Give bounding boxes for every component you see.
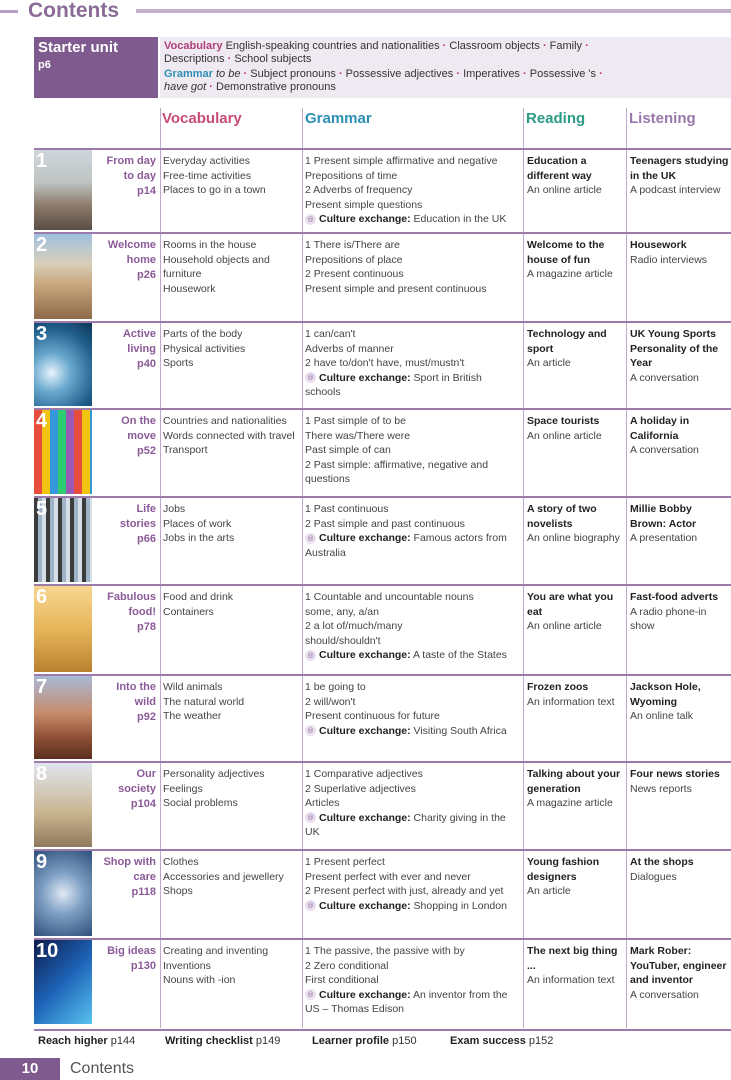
culture-exchange-topic: Shopping in London xyxy=(413,899,507,912)
vocabulary-cell xyxy=(163,944,299,988)
header-rule xyxy=(136,9,731,13)
grammar-item: 2 Superlative adjectives xyxy=(305,782,416,795)
unit-title-line: to day xyxy=(123,170,156,182)
listening-type: News reports xyxy=(630,782,692,795)
culture-exchange-icon: ◎ xyxy=(305,900,316,911)
starter-unit-page: p6 xyxy=(38,59,51,71)
grammar-cell xyxy=(305,238,520,296)
reading-type: An online article xyxy=(527,620,602,632)
grammar-item: 2 Present continuous xyxy=(305,268,404,280)
reading-title: Welcome to the house of fun xyxy=(527,239,605,266)
listening-title: Fast-food adverts xyxy=(630,591,719,603)
unit-title[interactable] xyxy=(92,502,156,547)
vocabulary-item: Personality adjectives xyxy=(163,768,265,780)
grammar-item: Present continuous for future xyxy=(305,710,440,722)
footer-exam-page: p152 xyxy=(528,1035,554,1047)
grammar-item: 2 have to/don't have, must/mustn't xyxy=(305,357,465,369)
listening-cell xyxy=(630,855,730,884)
grammar-cell xyxy=(305,767,520,840)
reading-cell xyxy=(527,154,623,198)
grammar-item: 1 be going to xyxy=(305,681,366,693)
culture-exchange-label: Culture exchange: xyxy=(319,649,411,661)
unit-photo xyxy=(34,323,92,406)
unit-photo xyxy=(34,940,92,1024)
unit-page: p26 xyxy=(137,269,156,281)
grammar-item: 2 Past simple and past continuous xyxy=(305,517,465,530)
unit-title-line: Shop with xyxy=(103,856,156,868)
culture-exchange-topic: Visiting South Africa xyxy=(413,724,507,737)
culture-exchange-item xyxy=(305,811,520,840)
unit-title-line: Into the xyxy=(116,681,156,693)
listening-title: Millie Bobby Brown: Actor xyxy=(630,503,697,530)
unit-title-line: move xyxy=(127,430,156,442)
unit-number: 7 xyxy=(36,676,48,698)
culture-exchange-label: Culture exchange: xyxy=(319,988,411,1001)
listening-cell xyxy=(630,238,730,267)
unit-title-line: home xyxy=(126,254,156,266)
starter-grammar-row: Grammar to be · Subject pronouns · Possessive adjectives · Imperatives · Possessive 's · xyxy=(164,68,603,80)
listening-type: A podcast interview xyxy=(630,184,721,196)
unit-photo xyxy=(34,763,92,847)
starter-grammar-item: Imperatives xyxy=(463,68,520,80)
vocabulary-item: Feelings xyxy=(163,782,203,795)
unit-photo xyxy=(34,498,92,582)
column-heading-listening: Listening xyxy=(629,110,696,127)
unit-title-line: Welcome xyxy=(107,239,156,251)
unit-number: 5 xyxy=(36,498,48,520)
reading-type: An article xyxy=(527,357,571,369)
unit-title[interactable] xyxy=(92,327,156,372)
unit-title[interactable] xyxy=(92,855,156,900)
unit-title-line: living xyxy=(127,343,156,355)
row-divider xyxy=(34,584,731,586)
grammar-item: 1 Countable and uncountable nouns xyxy=(305,591,474,603)
listening-cell xyxy=(630,502,730,546)
starter-vocab-item: Descriptions xyxy=(164,53,225,65)
listening-cell xyxy=(630,414,730,458)
starter-vocab-row-2: Descriptions · School subjects xyxy=(164,53,312,65)
listening-title: A holiday in California xyxy=(630,415,690,442)
grammar-item: First conditional xyxy=(305,974,379,986)
row-divider xyxy=(34,321,731,323)
starter-vocab-label: Vocabulary xyxy=(164,40,223,52)
vocabulary-cell xyxy=(163,680,299,724)
unit-title[interactable] xyxy=(92,680,156,725)
listening-cell xyxy=(630,590,730,634)
listening-type: A conversation xyxy=(630,988,699,1001)
vocabulary-item: Sports xyxy=(163,357,194,369)
unit-title[interactable] xyxy=(92,238,156,283)
column-heading-grammar: Grammar xyxy=(305,110,372,127)
unit-title-line: care xyxy=(133,871,156,883)
footer-learner-page: p150 xyxy=(392,1035,417,1047)
grammar-item: 2 will/won't xyxy=(305,695,356,708)
unit-title[interactable] xyxy=(92,154,156,199)
vocabulary-item: Parts of the body xyxy=(163,328,243,340)
grammar-item: Adverbs of manner xyxy=(305,342,394,355)
row-divider xyxy=(34,849,731,851)
footer-links xyxy=(34,1031,731,1051)
unit-page: p118 xyxy=(131,886,156,898)
culture-exchange-label: Culture exchange: xyxy=(319,371,411,384)
unit-page: p92 xyxy=(137,711,156,723)
grammar-item: There was/There were xyxy=(305,429,411,442)
unit-number: 2 xyxy=(36,234,48,256)
vocabulary-cell xyxy=(163,154,299,198)
unit-title-line: Active xyxy=(122,328,156,340)
reading-cell xyxy=(527,238,623,282)
unit-title-line: Our xyxy=(136,768,156,780)
vocabulary-item: Countries and nationalities xyxy=(163,415,287,427)
reading-title: Education a different way xyxy=(527,155,592,182)
starter-vocab-item: School subjects xyxy=(234,53,312,65)
unit-number: 8 xyxy=(36,763,48,785)
vocabulary-item: Rooms in the house xyxy=(163,239,257,251)
grid-line xyxy=(160,108,161,1028)
vocabulary-item: Jobs xyxy=(163,503,186,515)
starter-grammar-item: to be xyxy=(215,68,241,80)
starter-unit-box xyxy=(34,37,158,98)
starter-grammar-row-2: have got · Demonstrative pronouns xyxy=(164,81,336,93)
listening-title: Teenagers studying in the UK xyxy=(630,155,729,182)
reading-type: An information text xyxy=(527,695,615,708)
grammar-item: 1 There is/There are xyxy=(305,239,400,251)
grammar-cell xyxy=(305,944,520,1017)
grid-line xyxy=(523,108,524,1028)
vocabulary-item: Containers xyxy=(163,605,214,618)
reading-title: Frozen zoos xyxy=(527,681,589,693)
grammar-item: 2 a lot of/much/many xyxy=(305,620,403,632)
grammar-cell xyxy=(305,590,520,663)
vocabulary-cell xyxy=(163,327,299,371)
unit-page: p52 xyxy=(137,445,156,457)
grammar-item: 1 Comparative adjectives xyxy=(305,768,423,780)
culture-exchange-label: Culture exchange: xyxy=(319,899,411,912)
footer-reach-page: p144 xyxy=(110,1035,136,1047)
row-divider xyxy=(34,938,731,940)
culture-exchange-item xyxy=(305,988,520,1017)
listening-type: A conversation xyxy=(630,371,699,384)
unit-number: 10 xyxy=(36,940,59,962)
unit-title[interactable] xyxy=(92,590,156,635)
vocabulary-item: Everyday activities xyxy=(163,155,250,167)
unit-title-line: society xyxy=(118,783,156,795)
grammar-item: 2 Adverbs of frequency xyxy=(305,184,413,196)
vocabulary-item: Wild animals xyxy=(163,681,223,693)
culture-exchange-item xyxy=(305,724,520,739)
vocabulary-cell xyxy=(163,502,299,546)
footer-writing-checklist[interactable] xyxy=(165,1035,280,1047)
unit-title-line: On the xyxy=(121,415,156,427)
unit-page: p66 xyxy=(137,533,156,545)
listening-cell xyxy=(630,327,730,385)
vocabulary-item: The natural world xyxy=(163,695,245,708)
grammar-cell xyxy=(305,855,520,913)
grammar-item: some, any, a/an xyxy=(305,605,379,618)
grammar-item: 1 Present perfect xyxy=(305,856,385,868)
unit-title-line: Fabulous xyxy=(107,591,156,603)
reading-type: A magazine article xyxy=(527,797,613,809)
reading-cell xyxy=(527,327,623,371)
culture-exchange-icon: ◎ xyxy=(305,812,316,823)
row-divider xyxy=(34,232,731,234)
grammar-cell xyxy=(305,414,520,487)
unit-page: p14 xyxy=(137,185,156,197)
culture-exchange-icon: ◎ xyxy=(305,650,316,661)
culture-exchange-label: Culture exchange: xyxy=(319,213,411,225)
unit-title-line: stories xyxy=(119,518,156,530)
vocabulary-cell xyxy=(163,855,299,899)
starter-grammar-item: Demonstrative pronouns xyxy=(216,81,336,93)
culture-exchange-label: Culture exchange: xyxy=(319,724,411,737)
listening-title: Mark Rober: YouTuber, engineer and inventor xyxy=(630,945,727,986)
unit-number: 9 xyxy=(36,851,48,873)
starter-unit-title: Starter unit xyxy=(38,39,119,56)
starter-grammar-label: Grammar xyxy=(164,68,213,80)
listening-cell xyxy=(630,944,730,1002)
starter-unit-content xyxy=(160,37,731,98)
reading-type: A magazine article xyxy=(527,268,613,280)
vocabulary-item: Housework xyxy=(163,282,216,295)
vocabulary-cell xyxy=(163,767,299,811)
unit-photo xyxy=(34,410,92,494)
vocabulary-item: Food and drink xyxy=(163,591,234,603)
culture-exchange-icon: ◎ xyxy=(305,725,316,736)
listening-title: At the shops xyxy=(630,856,694,868)
unit-photo xyxy=(34,586,92,672)
culture-exchange-topic: Famous actors from Australia xyxy=(305,532,507,559)
vocabulary-item: Transport xyxy=(163,444,208,456)
culture-exchange-icon: ◎ xyxy=(305,989,316,1000)
listening-cell xyxy=(630,680,730,724)
unit-page: p104 xyxy=(130,798,156,810)
vocabulary-item: Creating and inventing xyxy=(163,945,269,957)
footer-writing-page: p149 xyxy=(255,1035,281,1047)
unit-title-line: Big ideas xyxy=(107,945,156,957)
vocabulary-item: Jobs in the arts xyxy=(163,532,235,544)
grammar-item: Present simple questions xyxy=(305,198,423,211)
reading-cell xyxy=(527,590,623,634)
vocabulary-cell xyxy=(163,238,299,296)
footer-reach-higher[interactable] xyxy=(38,1035,135,1047)
culture-exchange-icon: ◎ xyxy=(305,214,316,225)
listening-cell xyxy=(630,154,730,198)
starter-vocab-row: Vocabulary English-speaking countries and nationalities · Classroom objects · Family · xyxy=(164,40,589,52)
reading-cell xyxy=(527,414,623,443)
starter-grammar-item: have got xyxy=(164,81,207,93)
vocabulary-item: Places to go in a town xyxy=(163,184,266,196)
row-divider xyxy=(34,674,731,676)
culture-exchange-topic: An inventor from the US – Thomas Edison xyxy=(305,988,508,1015)
reading-title: Talking about your generation xyxy=(527,768,621,795)
row-divider xyxy=(34,148,731,150)
reading-title: Technology and sport xyxy=(527,328,607,355)
reading-type: An article xyxy=(527,885,571,897)
vocabulary-item: The weather xyxy=(163,710,222,722)
listening-title: UK Young Sports Personality of the Year xyxy=(630,328,719,369)
footer-learner-label: Learner profile xyxy=(312,1035,390,1047)
grammar-item: should/shouldn't xyxy=(305,634,381,647)
listening-title: Housework xyxy=(630,239,687,251)
culture-exchange-item xyxy=(305,212,520,227)
grammar-item: Present simple and present continuous xyxy=(305,282,487,295)
grammar-item: Present perfect with ever and never xyxy=(305,870,471,883)
vocabulary-item: Household objects and furniture xyxy=(163,253,270,280)
vocabulary-item: Free-time activities xyxy=(163,169,252,182)
grammar-cell xyxy=(305,327,520,400)
grammar-item: Prepositions of time xyxy=(305,169,398,182)
vocabulary-item: Social problems xyxy=(163,797,238,809)
reading-type: An online biography xyxy=(527,532,620,544)
culture-exchange-item xyxy=(305,899,520,914)
unit-page: p78 xyxy=(137,621,156,633)
culture-exchange-label: Culture exchange: xyxy=(319,811,411,824)
culture-exchange-topic: Education in the UK xyxy=(413,213,507,225)
vocabulary-item: Places of work xyxy=(163,517,232,530)
grammar-item: Articles xyxy=(305,797,340,809)
grammar-item: 1 The passive, the passive with by xyxy=(305,945,465,957)
reading-type: An online article xyxy=(527,184,602,196)
listening-type: An online talk xyxy=(630,710,694,722)
unit-number: 1 xyxy=(36,150,48,172)
starter-vocab-item: Family xyxy=(549,40,583,52)
starter-vocab-item: Classroom objects xyxy=(449,40,540,52)
culture-exchange-item xyxy=(305,371,520,400)
listening-cell xyxy=(630,767,730,796)
reading-cell xyxy=(527,855,623,899)
reading-cell xyxy=(527,502,623,546)
reading-title: A story of two novelists xyxy=(527,503,597,530)
reading-cell xyxy=(527,767,623,811)
grammar-item: 1 Past simple of to be xyxy=(305,415,406,427)
reading-type: An online article xyxy=(527,429,602,442)
grammar-item: 2 Past simple: affirmative, negative and questions xyxy=(305,458,489,485)
listening-title: Four news stories xyxy=(630,768,720,780)
vocabulary-item: Physical activities xyxy=(163,342,246,355)
unit-title[interactable] xyxy=(92,414,156,459)
row-divider xyxy=(34,761,731,763)
reading-title: Young fashion designers xyxy=(527,856,600,883)
footer-exam-label: Exam success xyxy=(450,1035,526,1047)
unit-number: 6 xyxy=(36,586,48,608)
grammar-item: 2 Present perfect with just, already and yet xyxy=(305,885,504,897)
unit-title-line: Life xyxy=(136,503,156,515)
listening-type: Radio interviews xyxy=(630,253,708,266)
column-heading-vocabulary: Vocabulary xyxy=(162,110,242,127)
starter-grammar-item: Possessive 's xyxy=(529,68,597,80)
row-divider xyxy=(34,496,731,498)
listening-type: A conversation xyxy=(630,444,699,456)
grammar-cell xyxy=(305,154,520,227)
culture-exchange-label: Culture exchange: xyxy=(319,532,411,544)
culture-exchange-topic: Charity giving in the UK xyxy=(305,811,506,838)
page-number: 10 xyxy=(0,1058,60,1080)
listening-type: Dialogues xyxy=(630,870,677,883)
unit-title[interactable] xyxy=(92,767,156,812)
reading-title: The next big thing ... xyxy=(527,945,618,972)
culture-exchange-item xyxy=(305,531,520,560)
unit-photo xyxy=(34,234,92,319)
starter-vocab-item: English-speaking countries and nationalities xyxy=(225,40,440,52)
vocabulary-item: Accessories and jewellery xyxy=(163,870,284,883)
culture-exchange-topic: A taste of the States xyxy=(412,649,507,661)
unit-number: 3 xyxy=(36,323,48,345)
unit-photo xyxy=(34,851,92,936)
vocabulary-item: Words connected with travel xyxy=(163,429,295,442)
unit-number: 4 xyxy=(36,410,48,432)
unit-page: p130 xyxy=(130,960,156,972)
footer-learner-profile[interactable] xyxy=(312,1035,417,1047)
page-title xyxy=(0,0,140,22)
starter-grammar-item: Possessive adjectives xyxy=(345,68,454,80)
footer-exam-success[interactable] xyxy=(450,1035,553,1047)
grammar-item: Past simple of can xyxy=(305,444,391,456)
culture-exchange-icon: ◎ xyxy=(305,533,316,544)
row-divider xyxy=(34,408,731,410)
listening-type: A presentation xyxy=(630,532,698,544)
starter-grammar-item: Subject pronouns xyxy=(250,68,336,80)
unit-page: p40 xyxy=(137,358,156,370)
vocabulary-cell xyxy=(163,590,299,619)
grammar-item: Prepositions of place xyxy=(305,253,403,266)
culture-exchange-icon: ◎ xyxy=(305,372,316,383)
culture-exchange-item xyxy=(305,648,520,663)
reading-title: You are what you eat xyxy=(527,591,614,618)
reading-title: Space tourists xyxy=(527,415,600,427)
grammar-cell xyxy=(305,502,520,560)
vocabulary-item: Clothes xyxy=(163,856,199,868)
grid-line xyxy=(626,108,627,1028)
unit-photo xyxy=(34,676,92,759)
unit-photo xyxy=(34,150,92,230)
footer-writing-label: Writing checklist xyxy=(165,1035,253,1047)
listening-type: A radio phone-in show xyxy=(630,605,707,632)
vocabulary-cell xyxy=(163,414,299,458)
grammar-cell xyxy=(305,680,520,738)
vocabulary-item: Nouns with -ion xyxy=(163,974,236,986)
unit-title-line: food! xyxy=(128,606,156,618)
vocabulary-item: Shops xyxy=(163,885,193,897)
unit-title-line: wild xyxy=(134,696,156,708)
vocabulary-item: Inventions xyxy=(163,959,211,972)
unit-title-line: From day xyxy=(106,155,156,167)
reading-type: An information text xyxy=(527,974,615,986)
reading-cell xyxy=(527,944,623,988)
grammar-item: 2 Zero conditional xyxy=(305,959,389,972)
grammar-item: 1 Past continuous xyxy=(305,503,389,515)
page-title-text: Contents xyxy=(28,0,119,22)
listening-title: Jackson Hole, Wyoming xyxy=(630,681,701,708)
footer-reach-label: Reach higher xyxy=(38,1035,108,1047)
grammar-item: 1 can/can't xyxy=(305,328,356,340)
culture-exchange-topic: Sport in British schools xyxy=(305,371,482,398)
column-heading-reading: Reading xyxy=(526,110,586,127)
reading-cell xyxy=(527,680,623,709)
page-label: Contents xyxy=(70,1060,135,1077)
grid-line xyxy=(302,108,303,1028)
grammar-item: 1 Present simple affirmative and negative xyxy=(305,155,498,167)
unit-title[interactable] xyxy=(92,944,156,974)
